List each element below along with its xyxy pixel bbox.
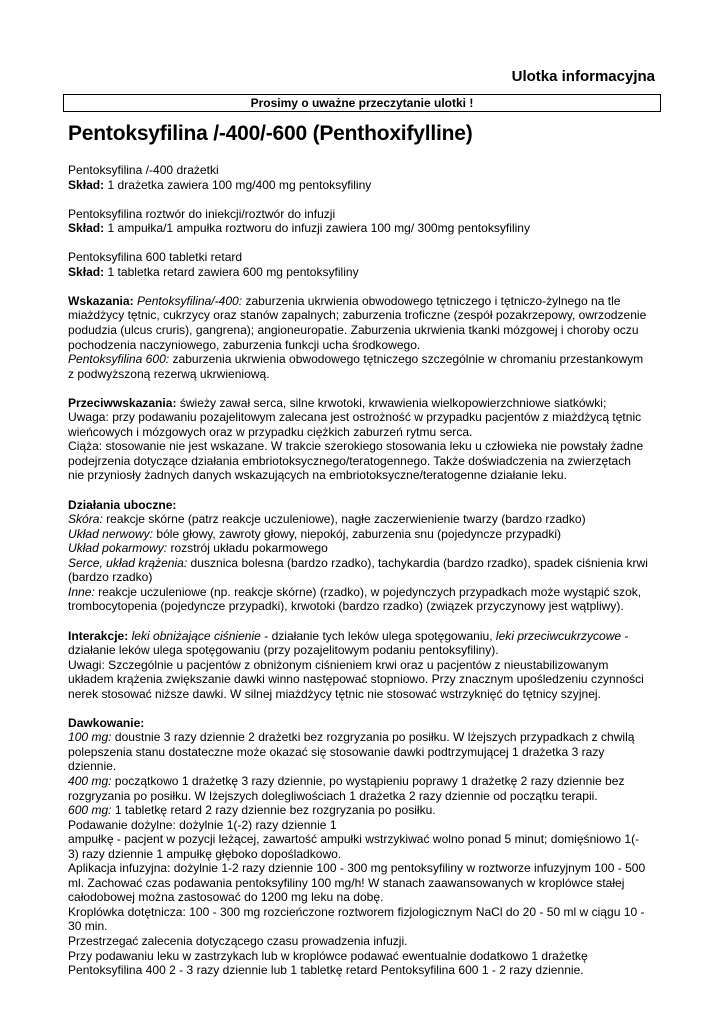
text-line: Podawanie dożylne: dożylnie 1(-2) razy dziennie 1 [68, 817, 337, 832]
text: 1 tabletkę retard 2 razy dziennie bez rozgryzania po posiłku. [111, 803, 436, 818]
subheading: Pentoksyfilina 600: [68, 352, 170, 367]
subheading: Inne: [68, 584, 95, 599]
document-type-label: Ulotka informacyjna [511, 68, 655, 85]
text: - działanie tych leków ulega spotęgowaniu, [260, 628, 493, 643]
side-line [68, 585, 668, 600]
page-title: Pentoksyfilina /-400/-600 (Penthoxifylline) [68, 122, 473, 145]
dosage-line [68, 803, 668, 818]
text-line: ampułkę - pacjent w pozycji leżącej, zawartość ampułki wstrzykiwać wolno ponad 5 minut; domięśniowo 1(- [68, 832, 640, 847]
side-line [68, 556, 668, 571]
text: doustnie 3 razy dziennie 2 drażetki bez rozgryzania po posiłku. W lżejszych przypadkach z chwilą [111, 730, 635, 745]
text-line: miażdżycy tętnic, cukrzycy oraz stanów zapalnych; zaburzenia troficzne (zespół pozakrzepowy, owrzodzenie [68, 308, 647, 323]
text-line: ml. Zachować czas podawania pentoksyfiliny 100 mg/h! W stanach zaawansowanych w kroplówce stałej [68, 875, 625, 890]
dosage-line [68, 774, 668, 789]
subheading: Serce, układ krążenia: [68, 555, 188, 570]
text: - [621, 628, 629, 643]
contraindications-section [68, 396, 668, 483]
contra-line [68, 396, 668, 411]
text-line: Przy podawaniu leku w zastrzykach lub w kroplówce podawać ewentualnie dodatkowo 1 drażetkę [68, 948, 588, 963]
subheading: leki obniżające ciśnienie [128, 628, 261, 643]
text-line: Uwaga: przy podawaniu pozajelitowym zalecana jest ostrożność w przypadku pacjentów z miażdżycą tętnic [68, 410, 642, 425]
composition-label: Skład: [68, 177, 105, 192]
form-name: Pentoksyfilina 600 tabletki retard [68, 250, 243, 265]
dosage-section [68, 716, 668, 978]
indications-section [68, 294, 668, 381]
subheading: 400 mg: [68, 773, 112, 788]
composition-text: 1 ampułka/1 ampułka roztworu do infuzji zawiera 100 mg/ 300mg pentoksyfiliny [104, 221, 531, 236]
text: bóle głowy, zawroty głowy, niepokój, zaburzenia snu (pojedyncze przypadki) [153, 526, 562, 541]
text-line: 30 min. [68, 919, 108, 934]
indications-line [68, 352, 668, 367]
text-line: układem krążenia zwiększanie dawki winno następować stopniowo. Przy znacznym upośledzeniu czynności [68, 672, 644, 687]
text-line: działanie leków ulega spotęgowaniu (przy pozajelitowym podaniu pentoksyfiliny). [68, 643, 499, 658]
section-heading: Przeciwwskazania: [68, 395, 177, 410]
composition-line [68, 265, 668, 280]
text-line: nie przyniosły żadnych danych wskazujących na embriotoksyczne/teratogenne działanie leku. [68, 468, 567, 483]
text-line: z podwyższoną rezerwą ukrwieniową. [68, 366, 270, 381]
section-heading: Interakcje: [68, 628, 129, 643]
text-line: Pentoksyfilina 400 2 - 3 razy dziennie lub 1 tabletkę retard Pentoksyfilina 600 1 - 2 razy dziennie. [68, 963, 584, 978]
text-line: Ciąża: stosowanie nie jest wskazane. W trakcie szerokiego stosowania leku u człowieka nie powstały żadne [68, 439, 644, 454]
composition-label: Skład: [68, 221, 105, 236]
text: zaburzenia ukrwienia obwodowego tętniczego i tętniczo-żylnego na tle [242, 293, 621, 308]
text-line: 3) razy dziennie 1 ampułkę głęboko dopośladkowo. [68, 846, 342, 861]
subheading: 600 mg: [68, 803, 112, 818]
subheading: Pentoksyfilina/-400: [133, 293, 243, 308]
composition-line [68, 178, 668, 193]
interactions-section [68, 629, 668, 702]
indications-line [68, 294, 668, 309]
text: początkowo 1 drażetkę 3 razy dziennie, po wystąpieniu poprawy 1 drażetkę 2 razy dziennie bez [111, 773, 625, 788]
form-name: Pentoksyfilina roztwór do iniekcji/roztwór do infuzji [68, 206, 336, 221]
section-heading: Wskazania: [68, 293, 134, 308]
text: rozstrój układu pokarmowego [167, 541, 328, 556]
text: zaburzenia ukrwienia obwodowego tętniczego szczególnie w chromaniu przestankowym [169, 352, 644, 367]
section-heading: Działania uboczne: [68, 497, 177, 512]
subheading: Układ nerwowy: [68, 526, 154, 541]
dosage-line [68, 730, 668, 745]
composition-text: 1 drażetka zawiera 100 mg/400 mg pentoksyfiliny [104, 177, 372, 192]
interact-line [68, 629, 668, 644]
leaflet-content [68, 163, 668, 978]
text-line: trombocytopenia (pojedyncze przypadki), krwotoki (bardzo rzadko) (związek przyczynowy jest wątpliwy). [68, 599, 624, 614]
text-line: Przestrzegać zalecenia dotyczącego czasu prowadzenia infuzji. [68, 933, 408, 948]
composition-label: Skład: [68, 264, 105, 279]
subheading: Skóra: [68, 512, 103, 527]
text: dusznica bolesna (bardzo rzadko), tachykardia (bardzo rzadko), spadek ciśnienia krwi [187, 555, 648, 570]
form-name: Pentoksyfilina /-400 drażetki [68, 163, 219, 177]
side-line [68, 541, 668, 556]
text-line: nerek stosować niższe dawki. W silnej miażdżycy tętnic nie stosować wstrzyknięć do tętnicy szyjnej. [68, 686, 601, 701]
composition-line [68, 221, 668, 236]
text: reakcje uczuleniowe (np. reakcje skórne) (rzadko), w pojedynczych przypadkach może wystąpić szok, [94, 584, 642, 599]
notice-box: Prosimy o uważne przeczytanie ulotki ! [63, 94, 661, 112]
side-effects-section [68, 498, 668, 614]
side-line [68, 512, 668, 527]
text: reakcje skórne (patrz reakcje uczuleniowe), nagłe zaczerwienienie twarzy (bardzo rzadko) [102, 512, 586, 527]
section-heading: Dawkowanie: [68, 715, 145, 730]
text-line: polepszenia stanu dostateczne może okazać się stosowanie dawki podtrzymującej 1 drażetka 3 razy [68, 744, 605, 759]
subheading: leki przeciwcukrzycowe [492, 628, 622, 643]
form-section-retard [68, 250, 668, 279]
text-line: podejrzenia dotyczące działania embriotoksycznego/teratogennego. Także doświadczenia na zwierzętach [68, 453, 631, 468]
text-line: Uwagi: Szczególnie u pacjentów z obniżonym ciśnieniem krwi oraz u pacjentów z nieustabilizowanym [68, 657, 609, 672]
composition-text: 1 tabletka retard zawiera 600 mg pentoksyfiliny [104, 264, 359, 279]
subheading: 100 mg: [68, 730, 112, 745]
subheading: Układ pokarmowy: [68, 541, 168, 556]
text-line: podudzia (ulcus cruris), gangrena); angioneuropatie. Zaburzenia ukrwienia tkanki mózgowej i choroby oczu [68, 323, 639, 338]
text-line: wieńcowych i mózgowych oraz w przypadku ciężkich zaburzeń rytmu serca. [68, 424, 473, 439]
text-line: (bardzo rzadko) [68, 570, 153, 585]
text-line: pochodzenia naczyniowego, zaburzenia funkcji ucha środkowego. [68, 337, 421, 352]
text-line: dziennie. [68, 759, 117, 774]
form-section-dragees [68, 163, 668, 192]
form-section-injection [68, 207, 668, 236]
side-line [68, 527, 668, 542]
text: świeży zawał serca, silne krwotoki, krwawienia wielkopowierzchniowe siatkówki; [176, 395, 607, 410]
text-line: Kroplówka dotętnicza: 100 - 300 mg rozcieńczone roztworem fizjologicznym NaCl do 20 - 50 ml w ciągu 10 - [68, 904, 645, 919]
text-line: Aplikacja infuzyjna: dożylnie 1-2 razy dziennie 100 - 300 mg pentoksyfiliny w roztworze infuzyjnym 100 - 500 [68, 861, 646, 876]
text-line: całodobowej można zastosować do 1200 mg leku na dobę. [68, 890, 384, 905]
text-line: rozgryzania po posiłku. W lżejszych dolegliwościach 1 drażetka 2 razy dziennie od początku terapii. [68, 788, 598, 803]
